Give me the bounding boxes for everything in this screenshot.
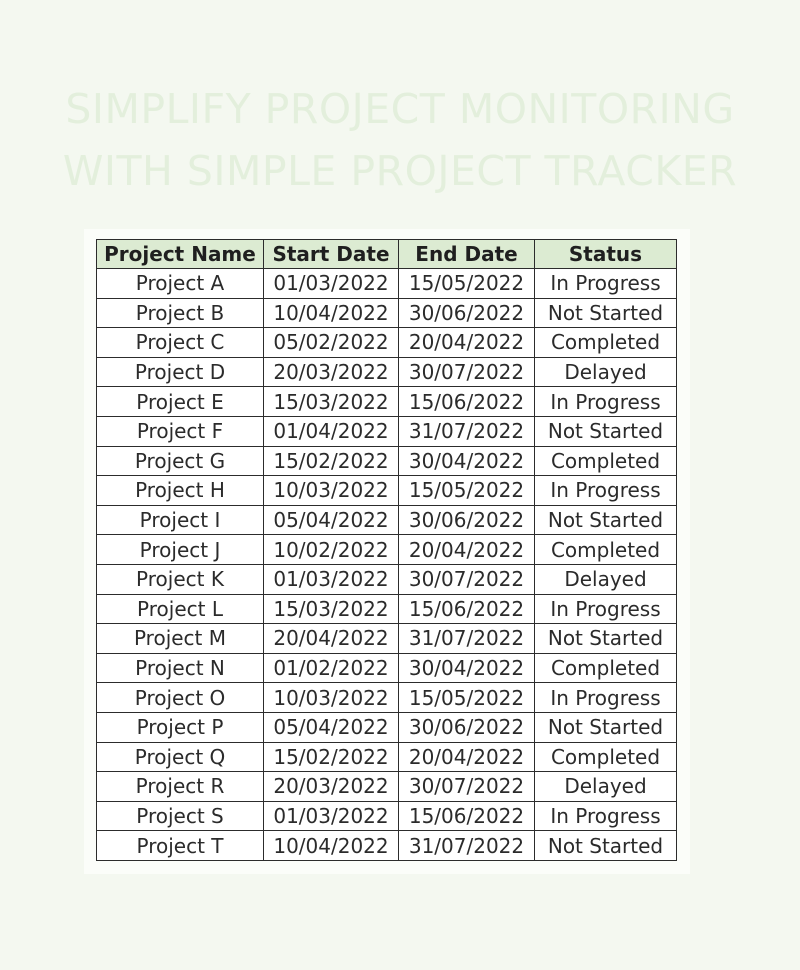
table-row [97,742,677,772]
start-date-cell: 05/04/2022 [264,712,399,742]
end-date-cell: 20/04/2022 [399,328,535,358]
end-date-cell: 31/07/2022 [399,831,535,861]
project-name-cell: Project K [97,564,264,594]
project-name-cell: Project A [97,269,264,299]
header-end-date: End Date [399,240,535,269]
end-date-cell: 15/05/2022 [399,476,535,506]
project-name-cell: Project I [97,505,264,535]
status-cell: Completed [535,742,677,772]
start-date-cell: 20/03/2022 [264,772,399,802]
start-date-cell: 05/04/2022 [264,505,399,535]
start-date-cell: 20/04/2022 [264,624,399,654]
table-row [97,831,677,861]
start-date-cell: 05/02/2022 [264,328,399,358]
table-row [97,357,677,387]
start-date-cell: 15/03/2022 [264,594,399,624]
project-name-cell: Project L [97,594,264,624]
table-row [97,712,677,742]
status-cell: Completed [535,653,677,683]
end-date-cell: 30/06/2022 [399,298,535,328]
status-cell: Not Started [535,712,677,742]
start-date-cell: 20/03/2022 [264,357,399,387]
project-name-cell: Project F [97,416,264,446]
table-row [97,476,677,506]
end-date-cell: 30/07/2022 [399,564,535,594]
title-line-2: WITH SIMPLE PROJECT TRACKER [62,147,738,195]
table-row [97,328,677,358]
project-name-cell: Project C [97,328,264,358]
status-cell: In Progress [535,387,677,417]
end-date-cell: 15/05/2022 [399,683,535,713]
end-date-cell: 20/04/2022 [399,535,535,565]
status-cell: Delayed [535,772,677,802]
end-date-cell: 30/04/2022 [399,446,535,476]
header-status: Status [535,240,677,269]
end-date-cell: 30/07/2022 [399,772,535,802]
table-row [97,772,677,802]
end-date-cell: 30/06/2022 [399,505,535,535]
status-cell: In Progress [535,683,677,713]
end-date-cell: 30/06/2022 [399,712,535,742]
end-date-cell: 15/05/2022 [399,269,535,299]
project-name-cell: Project T [97,831,264,861]
project-name-cell: Project R [97,772,264,802]
table-row [97,624,677,654]
status-cell: Completed [535,446,677,476]
start-date-cell: 01/03/2022 [264,269,399,299]
project-name-cell: Project S [97,801,264,831]
project-name-cell: Project M [97,624,264,654]
header-project-name: Project Name [97,240,264,269]
project-name-cell: Project N [97,653,264,683]
start-date-cell: 10/03/2022 [264,683,399,713]
table-body [97,269,677,861]
end-date-cell: 31/07/2022 [399,416,535,446]
project-name-cell: Project J [97,535,264,565]
status-cell: Not Started [535,416,677,446]
header-row [97,240,677,269]
table-row [97,683,677,713]
start-date-cell: 10/03/2022 [264,476,399,506]
start-date-cell: 10/04/2022 [264,298,399,328]
status-cell: Completed [535,328,677,358]
project-tracker-table [96,239,677,861]
project-name-cell: Project D [97,357,264,387]
header-start-date: Start Date [264,240,399,269]
status-cell: In Progress [535,269,677,299]
project-name-cell: Project O [97,683,264,713]
status-cell: Not Started [535,298,677,328]
status-cell: In Progress [535,476,677,506]
status-cell: Completed [535,535,677,565]
start-date-cell: 15/02/2022 [264,742,399,772]
end-date-cell: 15/06/2022 [399,801,535,831]
status-cell: Delayed [535,357,677,387]
table-row [97,416,677,446]
status-cell: Not Started [535,505,677,535]
project-name-cell: Project P [97,712,264,742]
start-date-cell: 01/03/2022 [264,564,399,594]
project-name-cell: Project G [97,446,264,476]
end-date-cell: 15/06/2022 [399,594,535,624]
status-cell: Not Started [535,831,677,861]
status-cell: Not Started [535,624,677,654]
project-name-cell: Project B [97,298,264,328]
table-row [97,564,677,594]
status-cell: Delayed [535,564,677,594]
table-row [97,535,677,565]
table-row [97,387,677,417]
start-date-cell: 15/02/2022 [264,446,399,476]
status-cell: In Progress [535,594,677,624]
table-row [97,653,677,683]
table-row [97,801,677,831]
end-date-cell: 30/07/2022 [399,357,535,387]
end-date-cell: 15/06/2022 [399,387,535,417]
table-row [97,298,677,328]
project-name-cell: Project H [97,476,264,506]
start-date-cell: 01/03/2022 [264,801,399,831]
table-row [97,505,677,535]
project-name-cell: Project E [97,387,264,417]
project-name-cell: Project Q [97,742,264,772]
start-date-cell: 01/04/2022 [264,416,399,446]
end-date-cell: 31/07/2022 [399,624,535,654]
end-date-cell: 30/04/2022 [399,653,535,683]
page-title [0,78,800,202]
table-row [97,269,677,299]
title-line-1: SIMPLIFY PROJECT MONITORING [65,85,735,133]
table-row [97,446,677,476]
table-row [97,594,677,624]
start-date-cell: 01/02/2022 [264,653,399,683]
start-date-cell: 15/03/2022 [264,387,399,417]
start-date-cell: 10/04/2022 [264,831,399,861]
status-cell: In Progress [535,801,677,831]
start-date-cell: 10/02/2022 [264,535,399,565]
end-date-cell: 20/04/2022 [399,742,535,772]
